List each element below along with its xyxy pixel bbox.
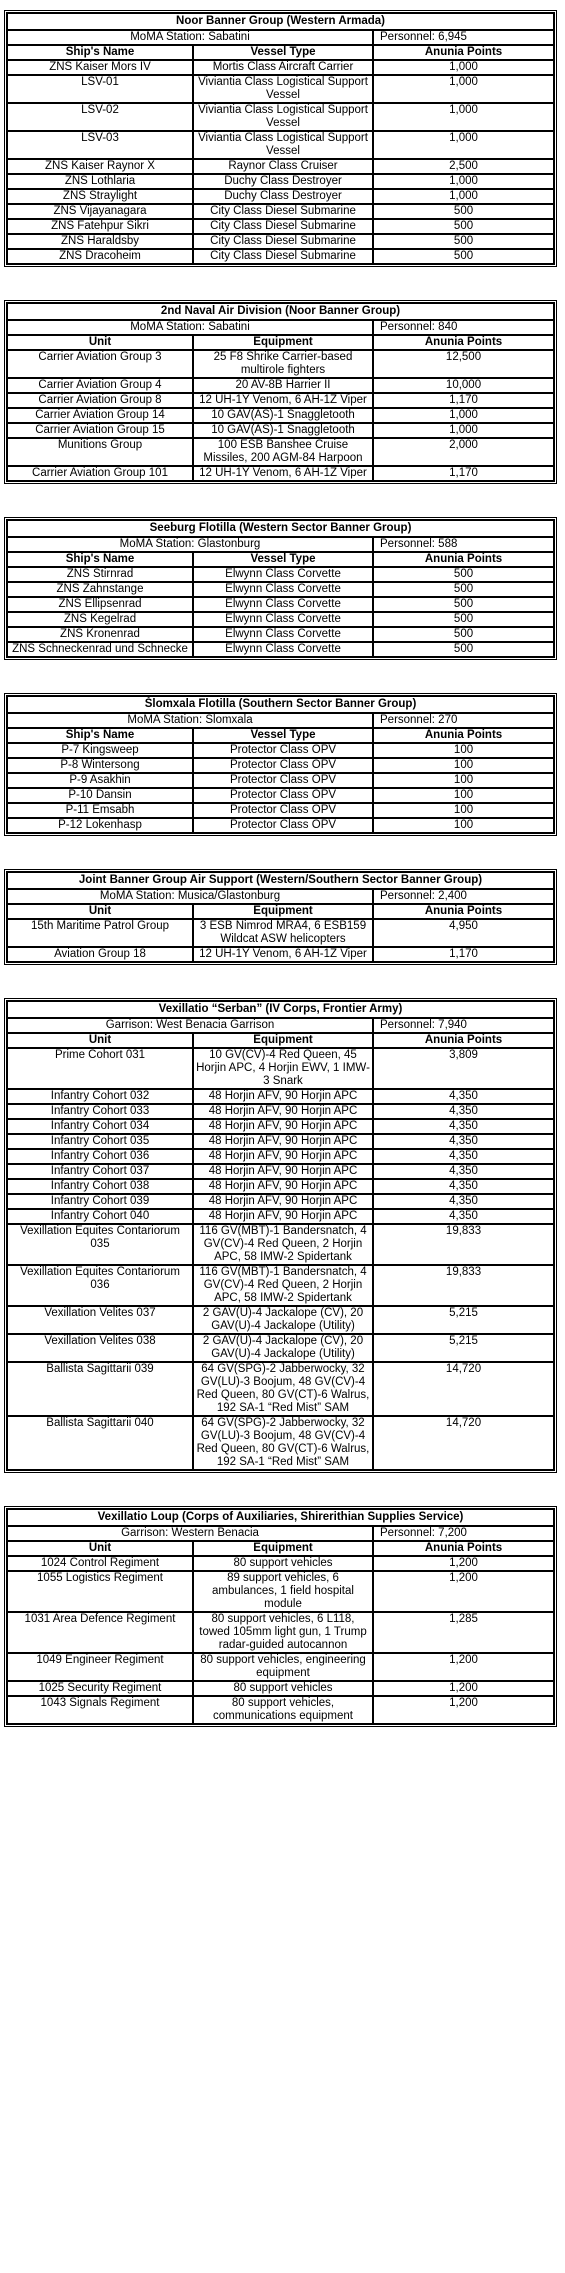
table-row <box>7 1134 554 1149</box>
table-row <box>7 1653 554 1681</box>
row-name-cell: ZNS Ellipsenrad <box>7 597 193 612</box>
row-points-cell: 100 <box>373 803 554 818</box>
table-row <box>7 131 554 159</box>
table-row <box>7 408 554 423</box>
row-equipment-cell: 80 support vehicles, communications equipment <box>193 1696 373 1724</box>
row-equipment-cell: 10 GV(CV)-4 Red Queen, 45 Horjin APC, 4 Horjin EWV, 1 IMW-3 Snark <box>193 1048 373 1089</box>
row-equipment-cell: 80 support vehicles <box>193 1556 373 1571</box>
row-equipment-cell: 3 ESB Nimrod MRA4, 6 ESB159 Wildcat ASW helicopters <box>193 919 373 947</box>
column-header: Equipment <box>193 1033 373 1048</box>
row-points-cell: 1,000 <box>373 174 554 189</box>
column-header: Anunia Points <box>373 1541 554 1556</box>
table-row <box>7 1164 554 1179</box>
personnel-label: Personnel: 588 <box>373 537 554 552</box>
row-name-cell: Carrier Aviation Group 4 <box>7 378 193 393</box>
row-equipment-cell: 20 AV-8B Harrier II <box>193 378 373 393</box>
row-points-cell: 4,350 <box>373 1104 554 1119</box>
row-name-cell: Vexillation Velites 037 <box>7 1306 193 1334</box>
row-name-cell: ZNS Kegelrad <box>7 612 193 627</box>
row-equipment-cell: 2 GAV(U)-4 Jackalope (CV), 20 GAV(U)-4 Jackalope (Utility) <box>193 1334 373 1362</box>
table-row <box>7 159 554 174</box>
table-title: 2nd Naval Air Division (Noor Banner Group) <box>7 303 554 320</box>
column-header: Unit <box>7 1541 193 1556</box>
row-points-cell: 1,200 <box>373 1556 554 1571</box>
table-row <box>7 773 554 788</box>
row-equipment-cell: 2 GAV(U)-4 Jackalope (CV), 20 GAV(U)-4 Jackalope (Utility) <box>193 1306 373 1334</box>
table-title: Vexillatio Loup (Corps of Auxiliaries, Shirerithian Supplies Service) <box>7 1509 554 1526</box>
row-name-cell: 1031 Area Defence Regiment <box>7 1612 193 1653</box>
row-name-cell: Aviation Group 18 <box>7 947 193 962</box>
row-equipment-cell: 48 Horjin AFV, 90 Horjin APC <box>193 1194 373 1209</box>
table-row <box>7 1224 554 1265</box>
table-row <box>7 1119 554 1134</box>
personnel-label: Personnel: 6,945 <box>373 30 554 45</box>
station-label: MoMA Station: Sabatini <box>7 320 373 335</box>
row-name-cell: Vexillation Equites Contariorum 036 <box>7 1265 193 1306</box>
personnel-label: Personnel: 270 <box>373 713 554 728</box>
column-header: Ship's Name <box>7 728 193 743</box>
row-name-cell: LSV-02 <box>7 103 193 131</box>
row-name-cell: Infantry Cohort 035 <box>7 1134 193 1149</box>
column-header: Anunia Points <box>373 728 554 743</box>
row-equipment-cell: 12 UH-1Y Venom, 6 AH-1Z Viper <box>193 947 373 962</box>
row-points-cell: 1,000 <box>373 408 554 423</box>
column-header: Ship's Name <box>7 552 193 567</box>
row-name-cell: LSV-01 <box>7 75 193 103</box>
table-row <box>7 466 554 481</box>
row-name-cell: Infantry Cohort 034 <box>7 1119 193 1134</box>
row-name-cell: ZNS Haraldsby <box>7 234 193 249</box>
column-header: Vessel Type <box>193 45 373 60</box>
table-row <box>7 1306 554 1334</box>
row-equipment-cell: Protector Class OPV <box>193 803 373 818</box>
row-points-cell: 2,500 <box>373 159 554 174</box>
row-equipment-cell: Viviantia Class Logistical Support Vessel <box>193 131 373 159</box>
row-name-cell: Infantry Cohort 033 <box>7 1104 193 1119</box>
table-row <box>7 174 554 189</box>
row-equipment-cell: 48 Horjin AFV, 90 Horjin APC <box>193 1149 373 1164</box>
row-name-cell: Carrier Aviation Group 8 <box>7 393 193 408</box>
row-name-cell: ZNS Zahnstange <box>7 582 193 597</box>
row-name-cell: P-10 Dansin <box>7 788 193 803</box>
row-equipment-cell: Elwynn Class Corvette <box>193 582 373 597</box>
unit-table <box>4 693 557 836</box>
row-name-cell: 1025 Security Regiment <box>7 1681 193 1696</box>
row-points-cell: 100 <box>373 788 554 803</box>
table-row <box>7 818 554 833</box>
row-equipment-cell: 25 F8 Shrike Carrier-based multirole fighters <box>193 350 373 378</box>
row-points-cell: 12,500 <box>373 350 554 378</box>
row-equipment-cell: 80 support vehicles <box>193 1681 373 1696</box>
row-name-cell: P-12 Lokenhasp <box>7 818 193 833</box>
station-label: MoMA Station: Musica/Glastonburg <box>7 889 373 904</box>
row-equipment-cell: 10 GAV(AS)-1 Snaggletooth <box>193 423 373 438</box>
row-name-cell: ZNS Schneckenrad und Schnecke <box>7 642 193 657</box>
table-row <box>7 103 554 131</box>
row-points-cell: 500 <box>373 582 554 597</box>
row-points-cell: 1,000 <box>373 103 554 131</box>
row-equipment-cell: Elwynn Class Corvette <box>193 642 373 657</box>
table-row <box>7 947 554 962</box>
row-points-cell: 1,000 <box>373 423 554 438</box>
row-points-cell: 1,200 <box>373 1571 554 1612</box>
row-equipment-cell: 48 Horjin AFV, 90 Horjin APC <box>193 1119 373 1134</box>
row-equipment-cell: City Class Diesel Submarine <box>193 219 373 234</box>
table-row <box>7 204 554 219</box>
row-points-cell: 500 <box>373 627 554 642</box>
table-row <box>7 60 554 75</box>
row-equipment-cell: Elwynn Class Corvette <box>193 612 373 627</box>
row-name-cell: P-9 Asakhin <box>7 773 193 788</box>
row-name-cell: ZNS Kronenrad <box>7 627 193 642</box>
row-equipment-cell: Viviantia Class Logistical Support Vessel <box>193 75 373 103</box>
row-name-cell: Ballista Sagittarii 040 <box>7 1416 193 1470</box>
row-equipment-cell: 80 support vehicles, 6 L118, towed 105mm light gun, 1 Trump radar-guided autocannon <box>193 1612 373 1653</box>
personnel-label: Personnel: 2,400 <box>373 889 554 904</box>
row-points-cell: 4,350 <box>373 1194 554 1209</box>
row-equipment-cell: 100 ESB Banshee Cruise Missiles, 200 AGM-84 Harpoon <box>193 438 373 466</box>
row-points-cell: 1,000 <box>373 60 554 75</box>
row-points-cell: 100 <box>373 773 554 788</box>
table-row <box>7 788 554 803</box>
row-equipment-cell: Mortis Class Aircraft Carrier <box>193 60 373 75</box>
row-name-cell: Infantry Cohort 036 <box>7 1149 193 1164</box>
row-equipment-cell: 48 Horjin AFV, 90 Horjin APC <box>193 1209 373 1224</box>
table-title: Noor Banner Group (Western Armada) <box>7 13 554 30</box>
row-equipment-cell: 64 GV(SPG)-2 Jabberwocky, 32 GV(LU)-3 Boojum, 48 GV(CV)-4 Red Queen, 80 GV(CT)-6 Walrus, 192 SA-1 “Red Mist” SAM <box>193 1416 373 1470</box>
row-points-cell: 14,720 <box>373 1416 554 1470</box>
row-points-cell: 19,833 <box>373 1224 554 1265</box>
row-points-cell: 500 <box>373 204 554 219</box>
column-header: Anunia Points <box>373 45 554 60</box>
row-equipment-cell: Duchy Class Destroyer <box>193 189 373 204</box>
row-equipment-cell: City Class Diesel Submarine <box>193 249 373 264</box>
table-title: Seeburg Flotilla (Western Sector Banner Group) <box>7 520 554 537</box>
row-name-cell: 1024 Control Regiment <box>7 1556 193 1571</box>
column-header: Equipment <box>193 1541 373 1556</box>
column-header: Ship's Name <box>7 45 193 60</box>
row-name-cell: ZNS Vijayanagara <box>7 204 193 219</box>
row-points-cell: 4,950 <box>373 919 554 947</box>
personnel-label: Personnel: 7,940 <box>373 1018 554 1033</box>
row-name-cell: Infantry Cohort 039 <box>7 1194 193 1209</box>
row-points-cell: 1,200 <box>373 1696 554 1724</box>
table-row <box>7 1048 554 1089</box>
personnel-label: Personnel: 7,200 <box>373 1526 554 1541</box>
row-points-cell: 1,170 <box>373 947 554 962</box>
row-points-cell: 3,809 <box>373 1048 554 1089</box>
row-equipment-cell: Protector Class OPV <box>193 818 373 833</box>
row-equipment-cell: 12 UH-1Y Venom, 6 AH-1Z Viper <box>193 393 373 408</box>
unit-table <box>4 517 557 660</box>
table-row <box>7 1265 554 1306</box>
column-header: Vessel Type <box>193 728 373 743</box>
row-equipment-cell: Protector Class OPV <box>193 788 373 803</box>
table-row <box>7 919 554 947</box>
row-equipment-cell: Raynor Class Cruiser <box>193 159 373 174</box>
row-name-cell: 15th Maritime Patrol Group <box>7 919 193 947</box>
row-equipment-cell: Viviantia Class Logistical Support Vessel <box>193 103 373 131</box>
row-name-cell: Munitions Group <box>7 438 193 466</box>
table-row <box>7 438 554 466</box>
table-row <box>7 803 554 818</box>
column-header: Vessel Type <box>193 552 373 567</box>
row-name-cell: P-11 Emsabh <box>7 803 193 818</box>
row-name-cell: Infantry Cohort 038 <box>7 1179 193 1194</box>
table-row <box>7 75 554 103</box>
row-points-cell: 4,350 <box>373 1209 554 1224</box>
unit-table <box>4 300 557 484</box>
row-name-cell: P-7 Kingsweep <box>7 743 193 758</box>
table-row <box>7 642 554 657</box>
row-equipment-cell: 116 GV(MBT)-1 Bandersnatch, 4 GV(CV)-4 Red Queen, 2 Horjin APC, 58 IMW-2 Spidertank <box>193 1224 373 1265</box>
row-name-cell: Carrier Aviation Group 101 <box>7 466 193 481</box>
table-row <box>7 1571 554 1612</box>
table-row <box>7 393 554 408</box>
row-points-cell: 4,350 <box>373 1134 554 1149</box>
row-name-cell: Vexillation Equites Contariorum 035 <box>7 1224 193 1265</box>
row-equipment-cell: City Class Diesel Submarine <box>193 204 373 219</box>
row-equipment-cell: 116 GV(MBT)-1 Bandersnatch, 4 GV(CV)-4 Red Queen, 2 Horjin APC, 58 IMW-2 Spidertank <box>193 1265 373 1306</box>
station-label: MoMA Station: Šlomxala <box>7 713 373 728</box>
table-row <box>7 1104 554 1119</box>
row-points-cell: 10,000 <box>373 378 554 393</box>
row-equipment-cell: 80 support vehicles, engineering equipment <box>193 1653 373 1681</box>
table-title: Šlomxala Flotilla (Southern Sector Banner Group) <box>7 696 554 713</box>
row-name-cell: Carrier Aviation Group 15 <box>7 423 193 438</box>
row-name-cell: ZNS Straylight <box>7 189 193 204</box>
row-equipment-cell: 12 UH-1Y Venom, 6 AH-1Z Viper <box>193 466 373 481</box>
row-points-cell: 100 <box>373 758 554 773</box>
row-points-cell: 1,170 <box>373 466 554 481</box>
row-points-cell: 1,000 <box>373 131 554 159</box>
row-name-cell: Infantry Cohort 032 <box>7 1089 193 1104</box>
table-row <box>7 423 554 438</box>
row-name-cell: ZNS Stirnrad <box>7 567 193 582</box>
column-header: Unit <box>7 335 193 350</box>
row-points-cell: 1,200 <box>373 1681 554 1696</box>
table-row <box>7 758 554 773</box>
row-name-cell: ZNS Fatehpur Sikri <box>7 219 193 234</box>
table-row <box>7 234 554 249</box>
row-points-cell: 4,350 <box>373 1164 554 1179</box>
row-name-cell: 1055 Logistics Regiment <box>7 1571 193 1612</box>
row-points-cell: 1,000 <box>373 189 554 204</box>
table-row <box>7 582 554 597</box>
table-row <box>7 1681 554 1696</box>
row-name-cell: Ballista Sagittarii 039 <box>7 1362 193 1416</box>
row-equipment-cell: 10 GAV(AS)-1 Snaggletooth <box>193 408 373 423</box>
row-equipment-cell: Protector Class OPV <box>193 758 373 773</box>
row-points-cell: 500 <box>373 567 554 582</box>
table-title: Joint Banner Group Air Support (Western/Southern Sector Banner Group) <box>7 872 554 889</box>
row-equipment-cell: Duchy Class Destroyer <box>193 174 373 189</box>
column-header: Anunia Points <box>373 904 554 919</box>
row-equipment-cell: Elwynn Class Corvette <box>193 627 373 642</box>
row-name-cell: Carrier Aviation Group 14 <box>7 408 193 423</box>
row-points-cell: 4,350 <box>373 1149 554 1164</box>
row-equipment-cell: Elwynn Class Corvette <box>193 597 373 612</box>
row-points-cell: 1,200 <box>373 1653 554 1681</box>
station-label: MoMA Station: Glastonburg <box>7 537 373 552</box>
row-points-cell: 500 <box>373 219 554 234</box>
table-row <box>7 219 554 234</box>
row-equipment-cell: 89 support vehicles, 6 ambulances, 1 field hospital module <box>193 1571 373 1612</box>
table-row <box>7 1696 554 1724</box>
row-name-cell: 1049 Engineer Regiment <box>7 1653 193 1681</box>
table-row <box>7 1149 554 1164</box>
station-label: Garrison: West Benacia Garrison <box>7 1018 373 1033</box>
table-row <box>7 1556 554 1571</box>
row-equipment-cell: Protector Class OPV <box>193 743 373 758</box>
row-equipment-cell: 64 GV(SPG)-2 Jabberwocky, 32 GV(LU)-3 Boojum, 48 GV(CV)-4 Red Queen, 80 GV(CT)-6 Walrus, 192 SA-1 “Red Mist” SAM <box>193 1362 373 1416</box>
row-equipment-cell: 48 Horjin AFV, 90 Horjin APC <box>193 1164 373 1179</box>
column-header: Equipment <box>193 904 373 919</box>
row-equipment-cell: 48 Horjin AFV, 90 Horjin APC <box>193 1089 373 1104</box>
column-header: Anunia Points <box>373 335 554 350</box>
row-points-cell: 19,833 <box>373 1265 554 1306</box>
unit-table <box>4 1506 557 1727</box>
row-points-cell: 100 <box>373 818 554 833</box>
table-row <box>7 1334 554 1362</box>
unit-table <box>4 869 557 965</box>
table-row <box>7 1416 554 1470</box>
row-equipment-cell: 48 Horjin AFV, 90 Horjin APC <box>193 1104 373 1119</box>
row-points-cell: 14,720 <box>373 1362 554 1416</box>
row-name-cell: LSV-03 <box>7 131 193 159</box>
column-header: Anunia Points <box>373 552 554 567</box>
row-points-cell: 100 <box>373 743 554 758</box>
row-points-cell: 5,215 <box>373 1334 554 1362</box>
row-points-cell: 500 <box>373 642 554 657</box>
table-row <box>7 1194 554 1209</box>
row-name-cell: Vexillation Velites 038 <box>7 1334 193 1362</box>
row-points-cell: 4,350 <box>373 1179 554 1194</box>
row-points-cell: 500 <box>373 249 554 264</box>
table-row <box>7 1209 554 1224</box>
table-row <box>7 1612 554 1653</box>
table-row <box>7 189 554 204</box>
row-equipment-cell: Protector Class OPV <box>193 773 373 788</box>
row-name-cell: ZNS Kaiser Raynor X <box>7 159 193 174</box>
row-name-cell: ZNS Dracoheim <box>7 249 193 264</box>
table-row <box>7 1362 554 1416</box>
row-points-cell: 1,285 <box>373 1612 554 1653</box>
row-name-cell: 1043 Signals Regiment <box>7 1696 193 1724</box>
table-row <box>7 378 554 393</box>
row-equipment-cell: Elwynn Class Corvette <box>193 567 373 582</box>
table-row <box>7 249 554 264</box>
row-name-cell: ZNS Kaiser Mors IV <box>7 60 193 75</box>
station-label: MoMA Station: Sabatini <box>7 30 373 45</box>
row-points-cell: 500 <box>373 612 554 627</box>
row-equipment-cell: City Class Diesel Submarine <box>193 234 373 249</box>
table-row <box>7 612 554 627</box>
table-title: Vexillatio “Serban” (IV Corps, Frontier Army) <box>7 1001 554 1018</box>
row-points-cell: 500 <box>373 234 554 249</box>
row-points-cell: 1,170 <box>373 393 554 408</box>
row-name-cell: Prime Cohort 031 <box>7 1048 193 1089</box>
column-header: Equipment <box>193 335 373 350</box>
row-points-cell: 1,000 <box>373 75 554 103</box>
unit-table <box>4 10 557 267</box>
row-points-cell: 500 <box>373 597 554 612</box>
table-row <box>7 350 554 378</box>
table-row <box>7 597 554 612</box>
row-name-cell: Infantry Cohort 040 <box>7 1209 193 1224</box>
row-name-cell: Carrier Aviation Group 3 <box>7 350 193 378</box>
row-name-cell: Infantry Cohort 037 <box>7 1164 193 1179</box>
unit-table <box>4 998 557 1473</box>
table-row <box>7 743 554 758</box>
row-points-cell: 5,215 <box>373 1306 554 1334</box>
table-row <box>7 567 554 582</box>
column-header: Unit <box>7 1033 193 1048</box>
station-label: Garrison: Western Benacia <box>7 1526 373 1541</box>
column-header: Unit <box>7 904 193 919</box>
row-equipment-cell: 48 Horjin AFV, 90 Horjin APC <box>193 1134 373 1149</box>
row-points-cell: 2,000 <box>373 438 554 466</box>
row-points-cell: 4,350 <box>373 1119 554 1134</box>
table-row <box>7 1179 554 1194</box>
row-name-cell: ZNS Lothlaria <box>7 174 193 189</box>
row-points-cell: 4,350 <box>373 1089 554 1104</box>
table-row <box>7 627 554 642</box>
table-row <box>7 1089 554 1104</box>
row-name-cell: P-8 Wintersong <box>7 758 193 773</box>
column-header: Anunia Points <box>373 1033 554 1048</box>
personnel-label: Personnel: 840 <box>373 320 554 335</box>
row-equipment-cell: 48 Horjin AFV, 90 Horjin APC <box>193 1179 373 1194</box>
